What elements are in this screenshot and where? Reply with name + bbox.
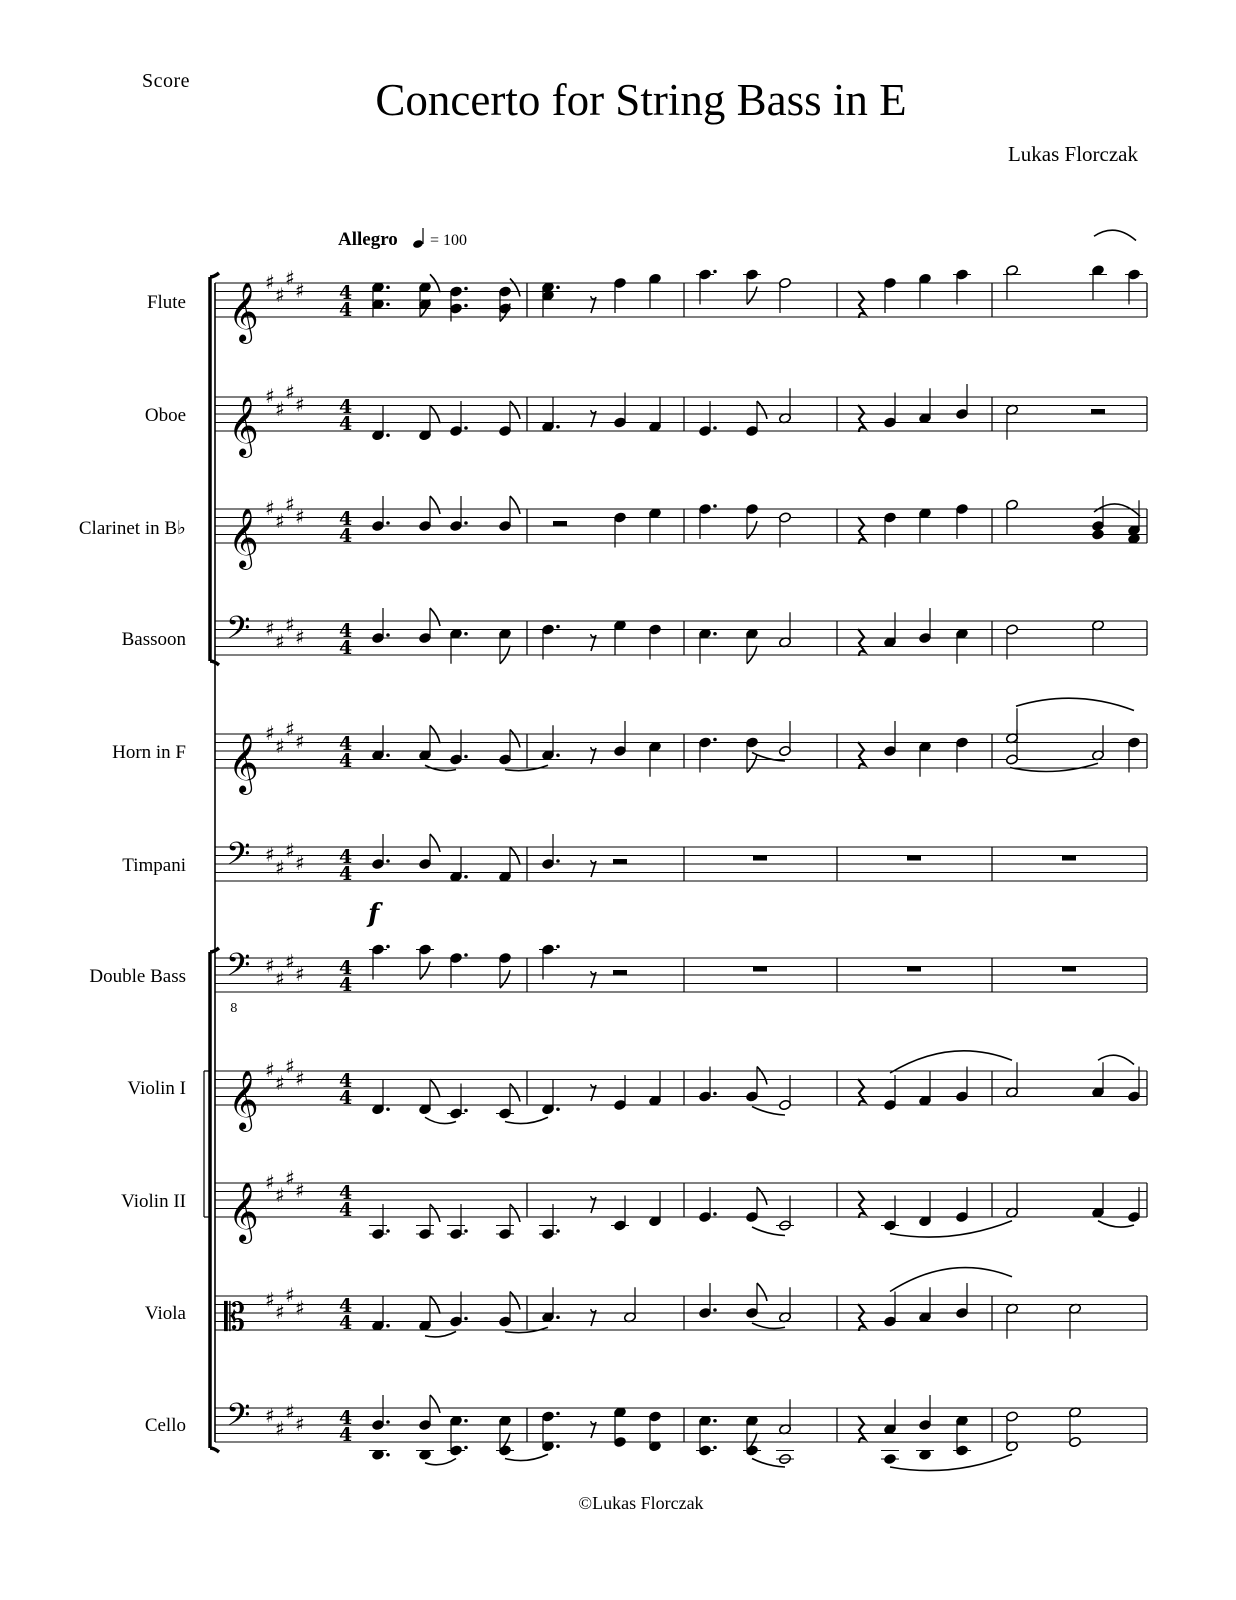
key-sharp: ♯ [285, 1053, 295, 1078]
quarter-rest [858, 742, 865, 769]
augmentation-dot [386, 302, 390, 306]
augmentation-dot [556, 285, 560, 289]
augmentation-dot [386, 521, 390, 525]
key-sharp: ♯ [295, 729, 305, 754]
time-sig-top: 4 [339, 1295, 353, 1317]
augmentation-dot [464, 632, 468, 636]
slur [890, 1268, 1012, 1292]
bass-clef: 𝄢 [226, 609, 251, 654]
key-sharp: ♯ [295, 1178, 305, 1203]
key-sharp: ♯ [285, 1399, 295, 1424]
note-flag [757, 1067, 767, 1085]
augmentation-dot [556, 945, 560, 949]
key-sharp: ♯ [275, 1416, 285, 1441]
key-sharp: ♯ [275, 629, 285, 654]
augmentation-dot [386, 753, 390, 757]
key-sharp: ♯ [275, 1300, 285, 1324]
augmentation-dot [464, 1229, 468, 1233]
key-sharp: ♯ [285, 716, 295, 741]
key-sharp: ♯ [265, 721, 275, 745]
copyright-notice: ©Lukas Florczak [578, 1493, 704, 1513]
treble-clef: 𝄞 [228, 1070, 259, 1130]
note-flag [420, 962, 430, 980]
note-flag [510, 1292, 520, 1310]
augmentation-dot [386, 633, 390, 637]
treble-clef: 𝄞 [228, 396, 259, 456]
slur [505, 1454, 548, 1460]
time-sig-bottom: 4 [339, 974, 353, 996]
eighth-rest [591, 1421, 596, 1438]
instrument-label-clarinet: Clarinet in B♭ [78, 518, 186, 539]
augmentation-dot [386, 945, 390, 949]
key-sharp: ♯ [295, 962, 305, 986]
key-sharp: ♯ [265, 270, 275, 294]
time-sig-top: 4 [339, 957, 353, 979]
time-sig-top: 4 [339, 620, 353, 642]
half-rest [553, 521, 567, 526]
key-sharp: ♯ [275, 855, 285, 880]
slur [1094, 504, 1140, 516]
slur [890, 1051, 1012, 1073]
note-flag [747, 287, 757, 305]
augmentation-dot [713, 1308, 717, 1312]
key-sharp: ♯ [295, 1295, 305, 1320]
time-sig-top: 4 [339, 396, 353, 418]
key-sharp: ♯ [285, 1283, 295, 1307]
note-flag [747, 521, 757, 539]
whole-rest [753, 967, 767, 972]
treble-clef: 𝄞 [228, 1182, 259, 1242]
key-sharp: ♯ [265, 616, 275, 641]
key-sharp: ♯ [285, 265, 295, 290]
note-flag [510, 730, 520, 748]
eighth-rest [591, 1309, 596, 1326]
eighth-rest [591, 1196, 596, 1213]
augmentation-dot [713, 1092, 717, 1096]
augmentation-dot [386, 859, 390, 863]
slur [425, 1332, 456, 1337]
time-sig-bottom: 4 [339, 637, 353, 659]
key-sharp: ♯ [295, 851, 305, 875]
augmentation-dot [464, 521, 468, 525]
key-sharp: ♯ [285, 1165, 295, 1190]
eighth-rest [591, 747, 596, 764]
bass-clef: 𝄢 [226, 946, 251, 991]
metronome-value: = 100 [430, 232, 468, 249]
time-sig-bottom: 4 [339, 299, 353, 321]
time-sig-top: 4 [339, 1407, 353, 1429]
augmentation-dot [386, 285, 390, 289]
key-sharp: ♯ [295, 278, 305, 303]
key-sharp: ♯ [295, 392, 305, 417]
quarter-rest [858, 629, 865, 656]
page-title: Concerto for String Bass in E [375, 75, 907, 125]
time-sig-top: 4 [339, 508, 353, 530]
whole-rest [907, 967, 921, 972]
note-flag [510, 279, 520, 297]
instrument-label-viola: Viola [144, 1303, 186, 1324]
time-sig-top: 4 [339, 733, 353, 755]
quarter-rest [858, 1416, 865, 1443]
instrument-label-timpani: Timpani [122, 855, 186, 876]
note-flag [500, 970, 510, 988]
slur [1098, 1221, 1134, 1227]
treble-clef: 𝄞 [228, 733, 259, 793]
key-sharp: ♯ [295, 1066, 305, 1091]
treble-clef: 𝄞 [228, 508, 259, 568]
augmentation-dot [464, 1419, 468, 1423]
augmentation-dot [713, 1446, 717, 1450]
key-sharp: ♯ [295, 1412, 305, 1436]
augmentation-dot [556, 1412, 560, 1416]
augmentation-dot [556, 1229, 560, 1233]
slur [505, 1117, 548, 1123]
augmentation-dot [556, 425, 560, 429]
instrument-label-violin-2: Violin II [121, 1191, 186, 1212]
augmentation-dot [713, 738, 717, 742]
slur [752, 1323, 785, 1328]
tempo-marking: Allegro [338, 229, 398, 250]
tempo-note-icon [412, 239, 424, 249]
time-sig-bottom: 4 [339, 1199, 353, 1221]
dynamic-marking: f [368, 899, 380, 929]
eighth-rest [591, 1084, 596, 1101]
key-sharp: ♯ [285, 491, 295, 516]
note-flag [430, 834, 440, 852]
eighth-rest [591, 410, 596, 427]
slur [1094, 230, 1136, 240]
key-sharp: ♯ [295, 504, 305, 529]
slur [425, 1117, 456, 1123]
time-sig-bottom: 4 [339, 525, 353, 547]
augmentation-dot [386, 1324, 390, 1328]
half-rest [613, 970, 627, 975]
augmentation-dot [386, 1229, 390, 1233]
note-flag [757, 1283, 767, 1301]
score-label: Score [142, 70, 191, 92]
augmentation-dot [386, 1453, 390, 1457]
augmentation-dot [556, 1315, 560, 1319]
augmentation-dot [556, 1107, 560, 1111]
augmentation-dot [713, 426, 717, 430]
quarter-rest [858, 1191, 865, 1218]
augmentation-dot [464, 1109, 468, 1113]
key-sharp: ♯ [285, 838, 295, 863]
key-sharp: ♯ [295, 625, 305, 649]
quarter-rest [858, 1304, 865, 1331]
key-sharp: ♯ [265, 953, 275, 978]
eighth-rest [591, 296, 596, 313]
time-sig-bottom: 4 [339, 1312, 353, 1334]
augmentation-dot [713, 632, 717, 636]
instrument-label-horn: Horn in F [112, 742, 186, 763]
key-sharp: ♯ [265, 1170, 275, 1194]
augmentation-dot [464, 1446, 468, 1450]
note-head [1092, 529, 1105, 540]
key-sharp: ♯ [265, 384, 275, 408]
augmentation-dot [713, 504, 717, 508]
treble-clef: 𝄞 [228, 282, 259, 342]
note-flag [757, 401, 767, 419]
key-sharp: ♯ [275, 508, 285, 533]
augmentation-dot [464, 1317, 468, 1321]
instrument-label-cello: Cello [144, 1415, 186, 1436]
quarter-rest [858, 1079, 865, 1106]
eighth-rest [591, 634, 596, 651]
instrument-label-double-bass: Double Bass [89, 966, 186, 987]
whole-rest [753, 856, 767, 861]
half-rest [613, 859, 627, 864]
time-sig-top: 4 [339, 846, 353, 868]
augmentation-dot [464, 287, 468, 291]
time-sig-top: 4 [339, 1182, 353, 1204]
time-sig-bottom: 4 [339, 863, 353, 885]
composer-name: Lukas Florczak [1007, 142, 1138, 166]
note-flag [430, 1204, 440, 1222]
augmentation-dot [464, 953, 468, 957]
slur [890, 1454, 1012, 1470]
key-sharp: ♯ [275, 282, 285, 307]
key-sharp: ♯ [265, 842, 275, 867]
quarter-rest [858, 291, 865, 318]
bass-clef: 𝄢 [226, 835, 251, 880]
key-sharp: ♯ [265, 1287, 275, 1312]
time-sig-top: 4 [339, 1070, 353, 1092]
slur [1010, 763, 1098, 771]
bass-clef: 𝄢 [226, 1396, 251, 1441]
note-flag [747, 755, 757, 773]
note-flag [510, 1204, 520, 1222]
key-sharp: ♯ [275, 396, 285, 421]
augmentation-dot [713, 1212, 717, 1216]
key-sharp: ♯ [275, 733, 285, 758]
half-rest [1091, 409, 1105, 414]
time-sig-bottom: 4 [339, 750, 353, 772]
key-sharp: ♯ [265, 496, 275, 520]
augmentation-dot [464, 755, 468, 759]
augmentation-dot [556, 625, 560, 629]
note-flag [510, 401, 520, 419]
slur [1016, 698, 1134, 710]
key-sharp: ♯ [275, 1070, 285, 1095]
key-sharp: ♯ [285, 612, 295, 637]
key-sharp: ♯ [285, 949, 295, 974]
instrument-label-oboe: Oboe [144, 405, 186, 426]
time-sig-bottom: 4 [339, 413, 353, 435]
alto-clef: 𝄡 [224, 1295, 246, 1339]
augmentation-dot [713, 270, 717, 274]
augmentation-dot [556, 753, 560, 757]
note-flag [510, 1084, 520, 1102]
whole-rest [1062, 856, 1076, 861]
time-sig-bottom: 4 [339, 1087, 353, 1109]
instrument-label-bassoon: Bassoon [121, 629, 186, 650]
octave-marker: 8 [230, 1001, 238, 1015]
slur [890, 1221, 1012, 1237]
key-sharp: ♯ [275, 1182, 285, 1207]
eighth-rest [591, 971, 596, 988]
time-sig-top: 4 [339, 282, 353, 304]
note-flag [430, 1395, 440, 1413]
slur [425, 1459, 456, 1465]
quarter-rest [858, 517, 865, 544]
key-sharp: ♯ [265, 1403, 275, 1428]
augmentation-dot [386, 433, 390, 437]
note-flag [430, 496, 440, 514]
whole-rest [907, 856, 921, 861]
augmentation-dot [556, 859, 560, 863]
augmentation-dot [713, 1419, 717, 1423]
note-flag [510, 496, 520, 514]
key-sharp: ♯ [275, 966, 285, 991]
whole-rest [1062, 967, 1076, 972]
augmentation-dot [556, 1444, 560, 1448]
augmentation-dot [386, 1107, 390, 1111]
augmentation-dot [464, 875, 468, 879]
quarter-rest [858, 405, 865, 432]
augmentation-dot [386, 1420, 390, 1424]
augmentation-dot [464, 426, 468, 430]
eighth-rest [591, 860, 596, 877]
instrument-label-flute: Flute [146, 292, 186, 313]
instrument-label-violin-1: Violin I [127, 1078, 186, 1099]
augmentation-dot [464, 304, 468, 308]
key-sharp: ♯ [285, 379, 295, 404]
note-flag [757, 1187, 767, 1205]
key-sharp: ♯ [265, 1058, 275, 1082]
time-sig-bottom: 4 [339, 1424, 353, 1446]
note-flag [430, 608, 440, 626]
